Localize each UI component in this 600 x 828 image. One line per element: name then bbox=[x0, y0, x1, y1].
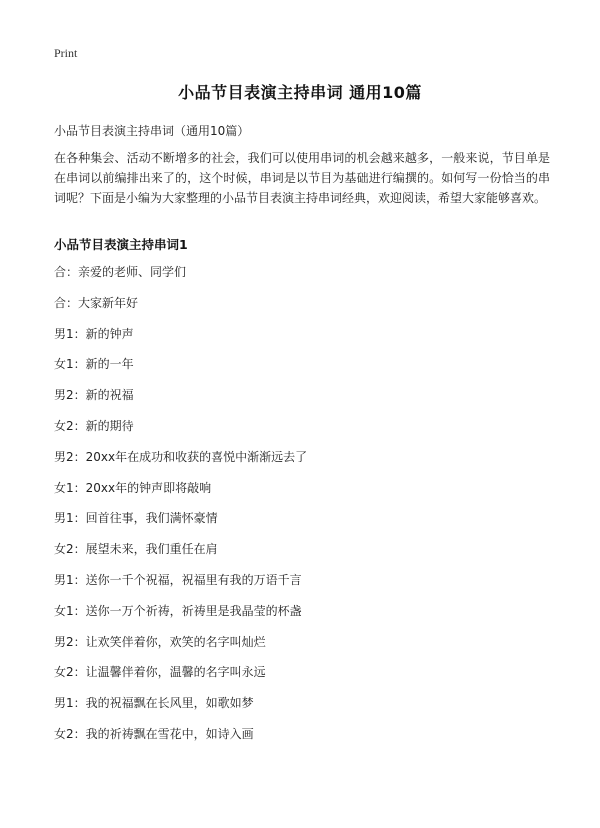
script-line: 男1：送你一千个祝福，祝福里有我的万语千言 bbox=[54, 572, 302, 587]
script-line: 女1：20xx年的钟声即将敲响 bbox=[54, 480, 212, 495]
print-label: Print bbox=[54, 46, 78, 60]
section-heading: 小品节目表演主持串词1 bbox=[54, 237, 188, 252]
script-line: 女2：展望未来，我们重任在肩 bbox=[54, 542, 218, 557]
script-line: 男2：20xx年在成功和收获的喜悦中渐渐远去了 bbox=[54, 449, 308, 464]
intro-paragraph: 在各种集会、活动不断增多的社会，我们可以使用串词的机会越来越多，一般来说，节目单是在串词以前编排出来了的，这个时候，串词是以节目为基础进行编撰的。如何写一份恰当的串词呢？下面是小编为大家整理的小品节目表演主持串词经典，欢迎阅读，希望大家能够喜欢。 bbox=[54, 151, 550, 205]
script-line: 男2：让欢笑伴着你，欢笑的名字叫灿烂 bbox=[54, 634, 266, 649]
script-line: 男1：回首往事，我们满怀豪情 bbox=[54, 511, 218, 526]
script-line: 女1：新的一年 bbox=[54, 357, 134, 372]
script-line: 女2：让温馨伴着你，温馨的名字叫永远 bbox=[54, 665, 266, 680]
script-line: 男1：我的祝福飘在长风里，如歌如梦 bbox=[54, 696, 254, 711]
script-line: 男2：新的祝福 bbox=[54, 388, 134, 403]
document-subtitle: 小品节目表演主持串词（通用10篇） bbox=[54, 124, 250, 138]
script-line: 女1：送你一万个祈祷，祈祷里是我晶莹的杯盏 bbox=[54, 603, 302, 618]
script-line: 女2：我的祈祷飘在雪花中，如诗入画 bbox=[54, 726, 254, 741]
script-line: 男1：新的钟声 bbox=[54, 326, 134, 341]
script-lines bbox=[54, 264, 550, 757]
script-line: 合：亲爱的老师、同学们 bbox=[54, 265, 187, 279]
script-line: 女2：新的期待 bbox=[54, 418, 134, 433]
document-title: 小品节目表演主持串词 通用10篇 bbox=[178, 83, 422, 102]
script-line: 合：大家新年好 bbox=[54, 295, 139, 310]
